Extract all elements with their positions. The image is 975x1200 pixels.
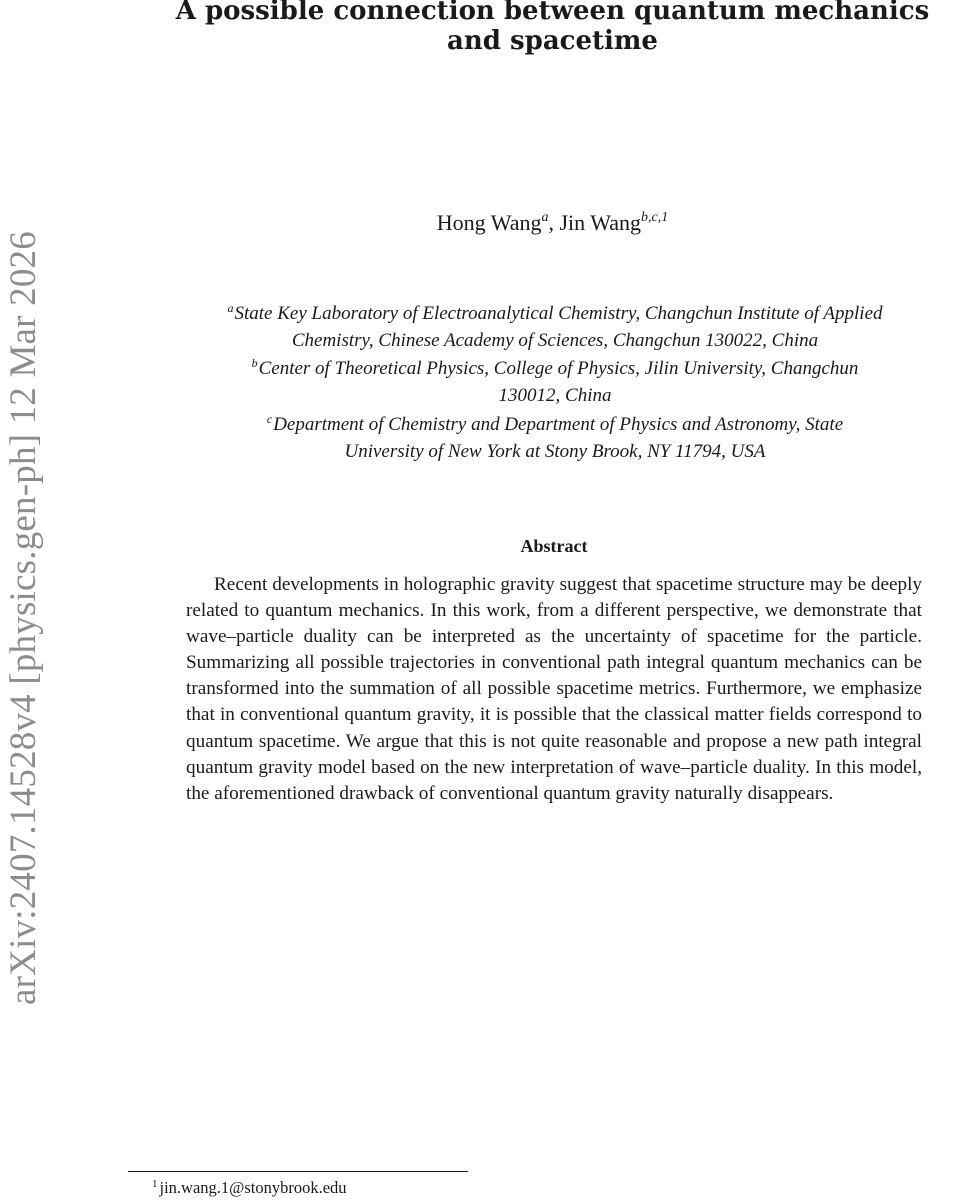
affiliation-a <box>120 300 975 354</box>
author-name: Hong Wang <box>436 210 542 235</box>
affiliation-line-1: Department of Chemistry and Department of Physics and Astronomy, State <box>273 414 844 435</box>
footnote <box>152 1177 347 1199</box>
author-list <box>100 210 975 236</box>
author-affiliation-mark: a <box>541 210 549 225</box>
affiliation-mark: b <box>251 356 258 370</box>
paper-title <box>90 0 975 56</box>
footnote-divider <box>128 1171 468 1172</box>
author-name: Jin Wang <box>559 210 642 235</box>
affiliation-mark: a <box>227 301 234 315</box>
abstract-body: Recent developments in holographic gravity suggest that spacetime structure may be deeply related to quantum mechanics. In this work, from a different perspective, we demonstrate that wave–particle duality can be interpreted as the uncertainty of spacetime for the particle. Summarizing all possible trajectories in conventional path integral quantum mechanics can be transformed into the summation of all possible spacetime metrics. Furthermore, we emphasize that in conventional quantum gravity, it is possible that the classical matter fields correspond to quantum spacetime. We argue that this is not quite reasonable and propose a new path integral quantum gravity model based on the new interpretation of wave–particle duality. In this model, the aforementioned drawback of conventional quantum gravity naturally disappears. <box>186 574 922 804</box>
title-line-1: A possible connection between quantum mechanics <box>175 0 930 26</box>
affiliation-line-2: University of New York at Stony Brook, NY 11794, USA <box>344 441 766 462</box>
arxiv-identifier-stamp: arXiv:2407.14528v4 [physics.gen-ph] 12 Mar 2026 <box>3 231 44 1005</box>
affiliation-line-2: 130012, China <box>498 385 612 406</box>
affiliation-line-1: Center of Theoretical Physics, College of Physics, Jilin University, Changchun <box>258 358 859 379</box>
affiliation-c <box>120 411 975 465</box>
author-affiliation-mark: b,c,1 <box>641 210 669 225</box>
footnote-email: jin.wang.1@stonybrook.edu <box>159 1178 347 1197</box>
affiliation-line-1: State Key Laboratory of Electroanalytical Chemistry, Changchun Institute of Applied <box>234 303 883 324</box>
author-separator: , <box>548 210 560 235</box>
title-line-2: and spacetime <box>447 26 658 56</box>
affiliation-mark: c <box>266 412 273 426</box>
abstract-heading: Abstract <box>520 536 588 556</box>
affiliation-line-2: Chemistry, Chinese Academy of Sciences, Changchun 130022, China <box>291 330 819 351</box>
affiliation-b <box>120 355 975 409</box>
footnote-mark: 1 <box>152 1178 158 1190</box>
